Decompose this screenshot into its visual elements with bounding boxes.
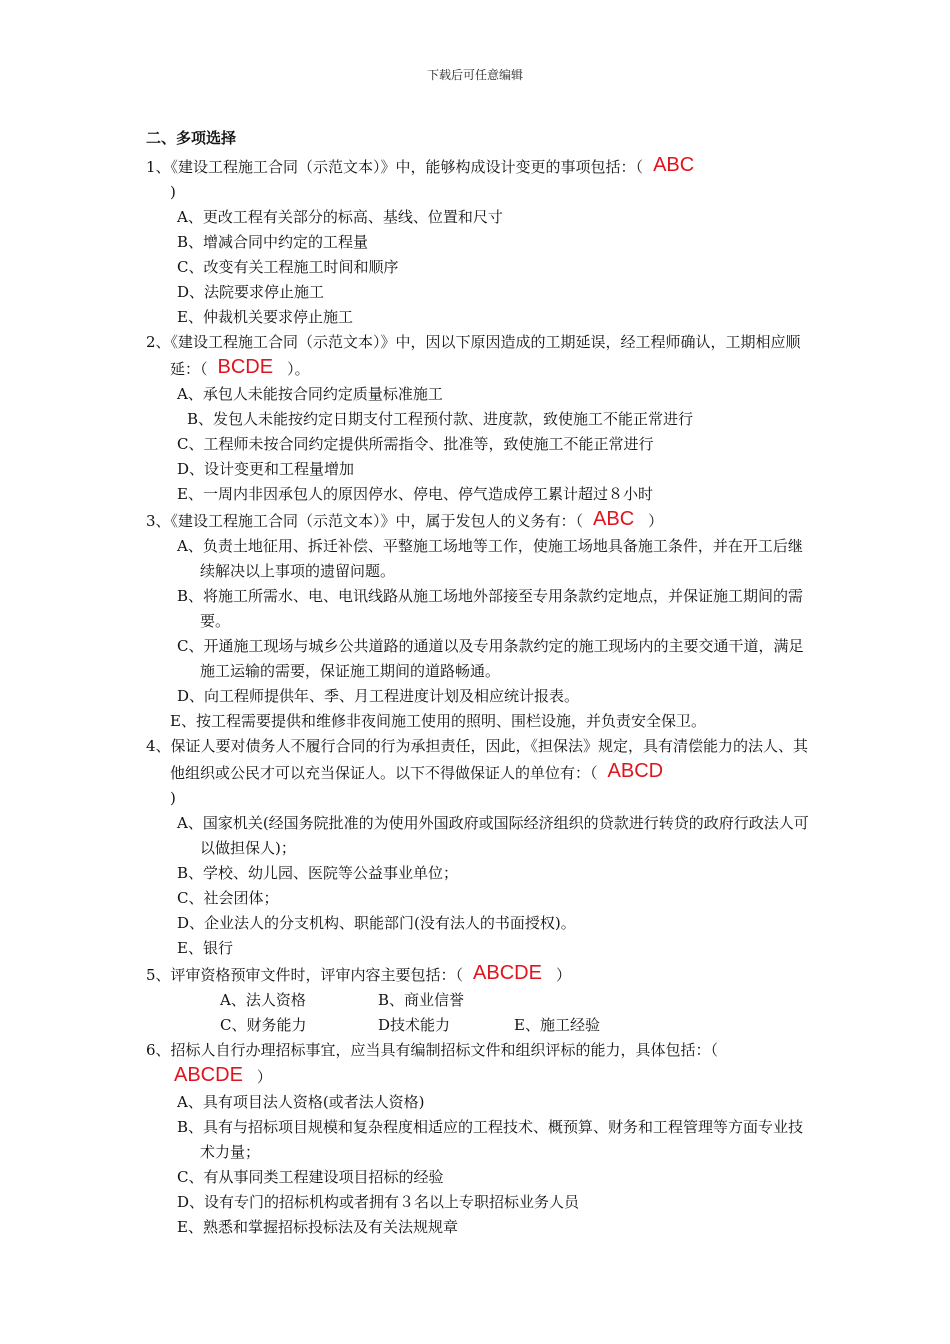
- option-item: A、法人资格: [220, 991, 306, 1009]
- option-item: D、企业法人的分支机构、职能部门(没有法人的书面授权)。: [177, 914, 576, 932]
- question-stem: 6、招标人自行办理招标事宜，应当具有编制招标文件和组织评标的能力，具体包括：（ ABCDE ）: [146, 1041, 719, 1086]
- option-item: B、具有与招标项目规模和复杂程度相适应的工程技术、概预算、财务和工程管理等方面专业技术力量；: [177, 1118, 804, 1161]
- option-item: A、更改工程有关部分的标高、基线、位置和尺寸: [177, 208, 503, 226]
- answer-mark: ABC: [593, 508, 635, 530]
- option-item: D、法院要求停止施工: [177, 283, 325, 301]
- option-item: A、承包人未能按合同约定质量标准施工: [177, 385, 443, 403]
- option-item: B、增减合同中约定的工程量: [177, 233, 369, 251]
- page-header: 下载后可任意编辑: [426, 68, 523, 82]
- option-item: A、负责土地征用、拆迁补偿、平整施工场地等工作，使施工场地具备施工条件，并在开工后继续解决以上事项的遗留问题。: [177, 537, 803, 580]
- option-item: A、具有项目法人资格(或者法人资格): [177, 1093, 425, 1111]
- option-item: C、改变有关工程施工时间和顺序: [177, 258, 399, 276]
- question-stem: 1、《建设工程施工合同（示范文本）》中，能够构成设计变更的事项包括：（ ABC ): [146, 153, 811, 205]
- question-stem: 4、保证人要对债务人不履行合同的行为承担责任，因此，《担保法》规定，具有清偿能力的法人、其他组织或公民才可以充当保证人。以下不得做保证人的单位有：（ ABCD ): [146, 737, 809, 807]
- answer-mark: BCDE: [217, 356, 274, 378]
- answer-mark: ABCD: [607, 760, 664, 782]
- option-item: C、工程师未按合同约定提供所需指令、批准等，致使施工不能正常进行: [177, 435, 654, 453]
- option-item: E、银行: [177, 939, 233, 957]
- option-item: E、一周内非因承包人的原因停水、停电、停气造成停工累计超过８小时: [177, 485, 653, 503]
- section-title: 二、多项选择: [146, 129, 237, 147]
- option-item: D、向工程师提供年、季、月工程进度计划及相应统计报表。: [177, 687, 580, 705]
- document-body: [146, 126, 811, 1240]
- option-item: E、熟悉和掌握招标投标法及有关法规规章: [177, 1218, 458, 1236]
- option-item: C、开通施工现场与城乡公共道路的通道以及专用条款约定的施工现场内的主要交通干道，满足施工运输的需要，保证施工期间的道路畅通。: [177, 637, 804, 680]
- option-item: E、按工程需要提供和维修非夜间施工使用的照明、围栏设施，并负责安全保卫。: [170, 712, 706, 730]
- option-item: D、设有专门的招标机构或者拥有３名以上专职招标业务人员: [177, 1193, 580, 1211]
- option-row: [146, 988, 811, 1013]
- question-5: [146, 961, 811, 1038]
- option-item: C、社会团体；: [177, 889, 279, 907]
- question-3: [146, 507, 811, 734]
- question-2: [146, 330, 811, 507]
- option-item: E、施工经验: [514, 1016, 600, 1034]
- question-stem: 5、评审资格预审文件时，评审内容主要包括：（ ABCDE ）: [146, 962, 571, 984]
- option-row: [146, 1013, 811, 1038]
- question-stem: 2、《建设工程施工合同（示范文本）》中，因以下原因造成的工期延误，经工程师确认，工期相应顺延：（ BCDE ）。: [146, 333, 801, 378]
- answer-mark: ABCDE: [473, 962, 542, 984]
- option-item: B、商业信誉: [378, 991, 465, 1009]
- option-item: D、设计变更和工程量增加: [177, 460, 355, 478]
- option-item: C、有从事同类工程建设项目招标的经验: [177, 1168, 444, 1186]
- option-item: B、学校、幼儿园、医院等公益事业单位；: [177, 864, 459, 882]
- question-1: [146, 153, 811, 330]
- option-item: D技术能力: [378, 1016, 451, 1034]
- option-item: E、仲裁机关要求停止施工: [177, 308, 353, 326]
- answer-mark: ABC: [653, 154, 695, 176]
- option-item: B、发包人未能按约定日期支付工程预付款、进度款，致使施工不能正常进行: [187, 410, 694, 428]
- option-item: B、将施工所需水、电、电讯线路从施工场地外部接至专用条款约定地点，并保证施工期间的需要。: [177, 587, 804, 630]
- option-item: A、国家机关(经国务院批准的为使用外国政府或国际经济组织的贷款进行转贷的政府行政法人可以做担保人)；: [177, 814, 809, 857]
- answer-mark: ABCDE: [174, 1064, 243, 1086]
- option-item: C、财务能力: [220, 1016, 307, 1034]
- question-stem: 3、《建设工程施工合同（示范文本）》中，属于发包人的义务有：（ ABC ）: [146, 508, 664, 530]
- question-4: [146, 734, 811, 961]
- question-6: [146, 1038, 811, 1240]
